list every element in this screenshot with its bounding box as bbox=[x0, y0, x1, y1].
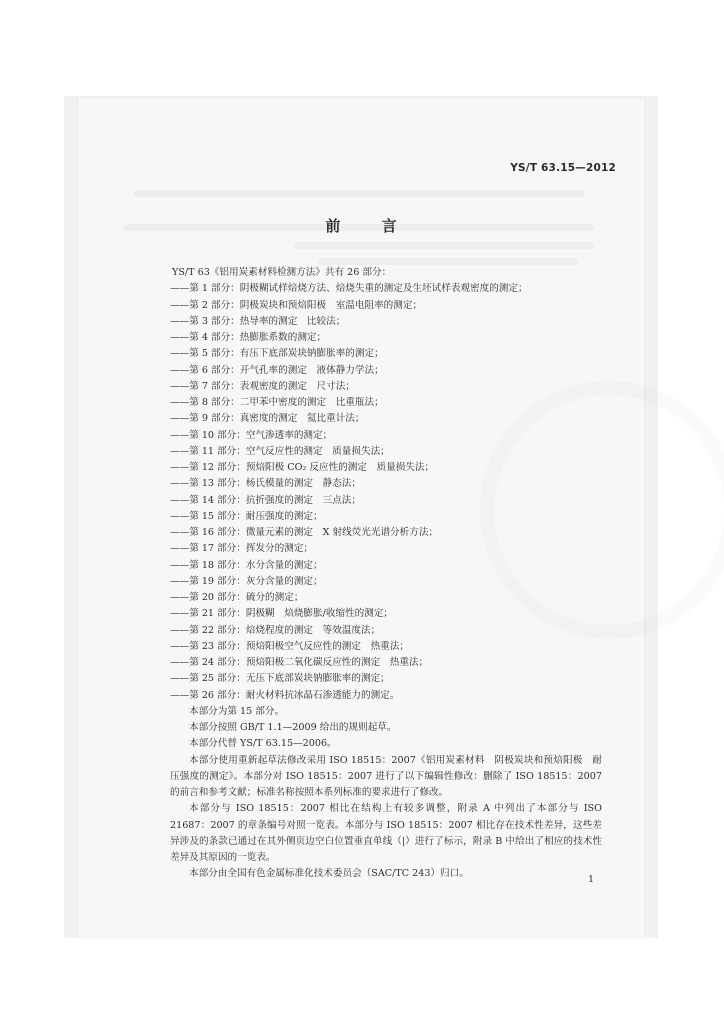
page-number: 1 bbox=[587, 874, 594, 885]
body-text bbox=[170, 265, 602, 883]
body-paragraph: 本部分由全国有色金属标准化技术委员会（SAC/TC 243）归口。 bbox=[189, 868, 469, 880]
part-list-item: ——第 22 部分：焙烧程度的测定 等效温度法； bbox=[170, 624, 381, 636]
part-list-item: ——第 8 部分：二甲苯中密度的测定 比重瓶法； bbox=[170, 397, 384, 408]
part-list-item: ——第 16 部分：微量元素的测定 X 射线荧光光谱分析方法； bbox=[170, 527, 439, 538]
document-page bbox=[78, 98, 644, 938]
part-list-item: ——第 20 部分：硫分的测定； bbox=[170, 592, 304, 603]
part-list-item: ——第 2 部分：阴极炭块和预焙阳极 室温电阻率的测定； bbox=[170, 299, 423, 311]
part-list-item: ——第 14 部分：抗折强度的测定 三点法； bbox=[170, 494, 361, 506]
part-list-item: ——第 15 部分：耐压强度的测定； bbox=[170, 510, 323, 522]
part-list-item: ——第 11 部分：空气反应性的测定 质量损失法； bbox=[170, 445, 390, 457]
part-list-item: ——第 18 部分：水分含量的测定； bbox=[170, 559, 323, 571]
body-paragraph: 本部分使用重新起草法修改采用 ISO 18515：2007《铝用炭素材料 阴极炭块和预焙阳极 耐压强度的测定》。本部分对 ISO 18515：2007 进行了以下编辑性修改：删除了 ISO 18515：2007 的前言和参考文献；标准名称按照本系列标准的要求进行了修改。 bbox=[170, 754, 602, 798]
part-list-item: ——第 21 部分：阴极糊 焙烧膨胀/收缩性的测定； bbox=[170, 608, 394, 620]
part-list-item: ——第 4 部分：热膨胀系数的测定； bbox=[170, 332, 327, 343]
bleed-through-mark bbox=[294, 242, 594, 249]
part-list-item: ——第 7 部分：表观密度的测定 尺寸法； bbox=[170, 380, 355, 392]
part-list-item: ——第 17 部分：挥发分的测定； bbox=[170, 543, 314, 555]
body-paragraph: 本部分代替 YS/T 63.15—2006。 bbox=[189, 738, 337, 750]
part-list-item: ——第 23 部分：预焙阳极空气反应性的测定 热重法； bbox=[170, 640, 409, 652]
part-list-item: ——第 12 部分：预焙阳极 CO₂ 反应性的测定 质量损失法； bbox=[170, 462, 435, 473]
part-list-item: ——第 25 部分：无压下底部炭块钠膨胀率的测定； bbox=[170, 673, 390, 685]
bleed-through-mark bbox=[134, 190, 584, 197]
body-paragraph: 本部分按照 GB/T 1.1—2009 给出的规则起草。 bbox=[189, 722, 397, 733]
standard-code: YS/T 63.15—2012 bbox=[510, 162, 616, 174]
part-list-item: ——第 3 部分：热导率的测定 比较法； bbox=[170, 315, 346, 327]
part-list-item: ——第 19 部分：灰分含量的测定； bbox=[170, 575, 323, 587]
intro-line: YS/T 63《铝用炭素材料检测方法》共有 26 部分： bbox=[172, 267, 392, 278]
part-list-item: ——第 1 部分：阴极糊试样焙烧方法、焙烧失重的测定及生坯试样表观密度的测定； bbox=[170, 283, 528, 295]
part-list-item: ——第 24 部分：预焙阳极二氧化碳反应性的测定 热重法； bbox=[170, 657, 429, 668]
part-list-item: ——第 5 部分：有压下底部炭块钠膨胀率的测定； bbox=[170, 348, 384, 360]
part-list-item: ——第 9 部分：真密度的测定 氦比重计法； bbox=[170, 413, 365, 425]
body-paragraph: 本部分与 ISO 18515：2007 相比在结构上有较多调整，附录 A 中列出了本部分与 ISO 21687：2007 的章条编号对照一览表。本部分与 ISO 18515：2007 相比存在技术性差异，这些差异涉及的条款已通过在其外侧页边空白位置垂直单线（|）进行了标示，附录 B 中给出了相应的技术性差异及其原因的一览表。 bbox=[170, 803, 602, 863]
paragraph-list bbox=[170, 704, 602, 883]
page-title: 前 言 bbox=[325, 217, 415, 235]
body-paragraph: 本部分为第 15 部分。 bbox=[189, 705, 285, 717]
part-list-item: ——第 13 部分：杨氏模量的测定 静态法； bbox=[170, 478, 361, 490]
part-list-item: ——第 10 部分：空气渗透率的测定； bbox=[170, 429, 333, 441]
parts-list bbox=[170, 281, 602, 704]
part-list-item: ——第 6 部分：开气孔率的测定 液体静力学法； bbox=[170, 364, 384, 376]
part-list-item: ——第 26 部分：耐火材料抗冰晶石渗透能力的测定。 bbox=[170, 689, 400, 701]
bleed-through-mark bbox=[318, 258, 578, 265]
